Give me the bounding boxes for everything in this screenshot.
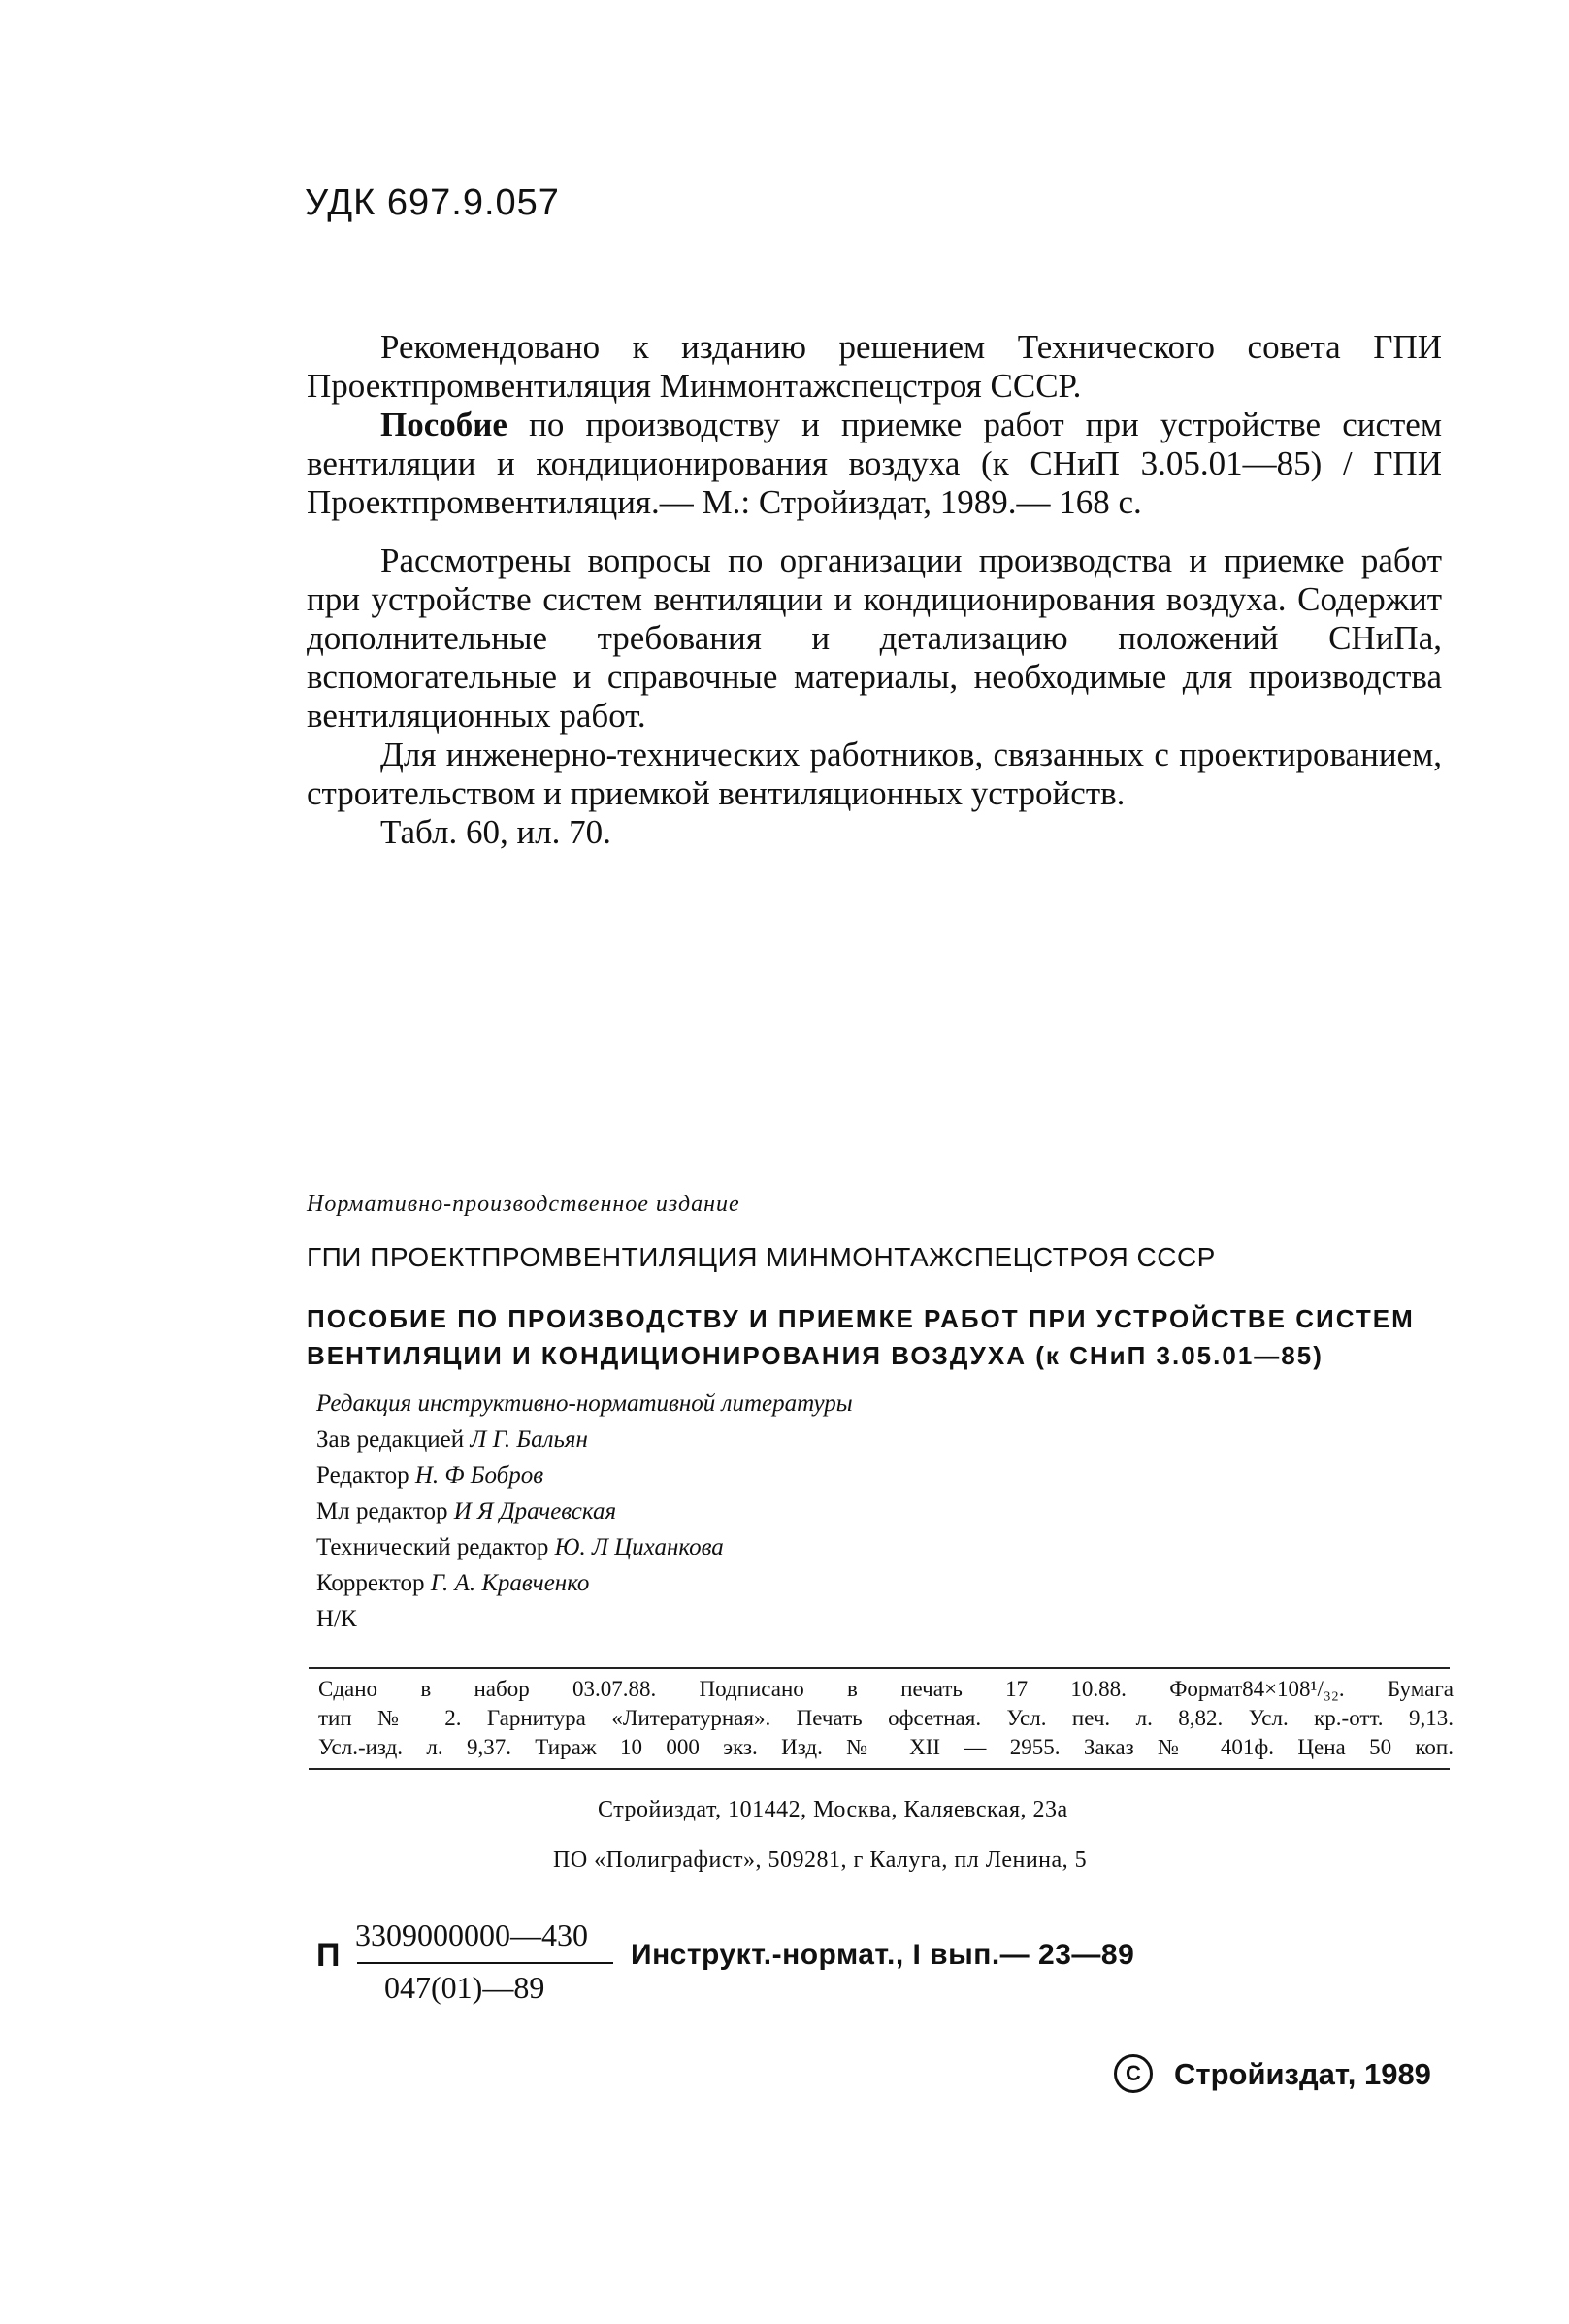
udk-code: УДК 697.9.057 — [305, 182, 560, 223]
copyright-text: Стройиздат, 1989 — [1174, 2057, 1431, 2092]
credit-head-editor: Зав редакцией Л Г. Бальян — [316, 1426, 588, 1453]
credit-technical-editor: Технический редактор Ю. Л Циханкова — [316, 1534, 724, 1560]
catalog-code-denominator: 047(01)—89 — [384, 1970, 545, 2005]
credit-proofreader: Корректор Г. А. Кравченко — [316, 1570, 590, 1596]
annotation-paragraph-2: Для инженерно-технических работников, связанных с проектированием, строительством и приемкой вентиляционных устройств. — [307, 736, 1442, 812]
imprint-line-2: тип № 2. Гарнитура «Литературная». Печать офсетная. Усл. печ. л. 8,82. Усл. кр.-отт. 9,13. — [318, 1706, 1454, 1730]
catalog-code-series: Инструкт.-нормат., I вып.— 23—89 — [631, 1939, 1135, 1971]
annotation-paragraph-3: Табл. 60, ил. 70. — [380, 813, 611, 851]
editorial-credits — [316, 1386, 853, 1637]
bibliographic-record — [307, 328, 1442, 522]
annotation — [307, 541, 1442, 852]
copyright-icon: C — [1114, 2054, 1153, 2093]
imprint-line-1: Сдано в набор 03.07.88. Подписано в печать 17 10.88. Формат84×108¹/₃₂. Бумага — [318, 1677, 1454, 1701]
credit-nk: Н/К — [316, 1606, 357, 1632]
imprint-top-rule — [309, 1667, 1450, 1669]
credit-junior-editor: Мл редактор И Я Драчевская — [316, 1498, 617, 1524]
bibliographic-entry — [307, 406, 1442, 522]
print-imprint — [318, 1675, 1454, 1762]
imprint-bottom-rule — [309, 1768, 1450, 1770]
catalog-code-letter: П — [316, 1937, 341, 1974]
credit-editor: Редактор Н. Ф Бобров — [316, 1462, 544, 1489]
credit-department: Редакция инструктивно-нормативной литературы — [316, 1391, 853, 1417]
printer-address: ПО «Полиграфист», 509281, г Калуга, пл Ленина, 5 — [553, 1848, 1088, 1873]
catalog-code-numerator: 3309000000—430 — [355, 1917, 588, 1952]
copyright-notice — [1114, 2057, 1431, 2096]
catalog-code-fraction-line — [357, 1962, 613, 1964]
bibliographic-title: Пособие — [380, 406, 507, 443]
organization-name: ГПИ ПРОЕКТПРОМВЕНТИЛЯЦИЯ МИНМОНТАЖСПЕЦСТРОЯ СССР — [307, 1242, 1216, 1272]
recommendation-text: Рекомендовано к изданию решением Технического совета ГПИ Проектпромвентиляция Минмонтажспецстроя СССР. — [307, 328, 1442, 405]
book-title: ПОСОБИЕ ПО ПРОИЗВОДСТВУ И ПРИЕМКЕ РАБОТ ПРИ УСТРОЙСТВЕ СИСТЕМ ВЕНТИЛЯЦИИ И КОНДИЦИОНИРОВАНИЯ ВОЗДУХА (к СНиП 3.05.01—85) — [307, 1304, 1415, 1370]
imprint-line-3: Усл.-изд. л. 9,37. Тираж 10 000 экз. Изд. № XII — 2955. Заказ № 401ф. Цена 50 коп. — [318, 1735, 1454, 1759]
publisher-address: Стройиздат, 101442, Москва, Каляевская, 23а — [598, 1797, 1068, 1822]
annotation-paragraph-1: Рассмотрены вопросы по организации производства и приемке работ при устройстве систем вентиляции и кондиционирования воздуха. Содержит дополнительные требования и детализацию положений СНиПа, вспомогательные и справочные материалы, необходимые для производства вентиляционных работ. — [307, 541, 1442, 735]
publication-type: Нормативно-производственное издание — [307, 1192, 740, 1217]
bibliographic-details: по производству и приемке работ при устройстве систем вентиляции и кондиционирования воздуха (к СНиП 3.05.01—85) / ГПИ Проектпромвентиляция.— М.: Стройиздат, 1989.— 168 с. — [307, 406, 1442, 521]
